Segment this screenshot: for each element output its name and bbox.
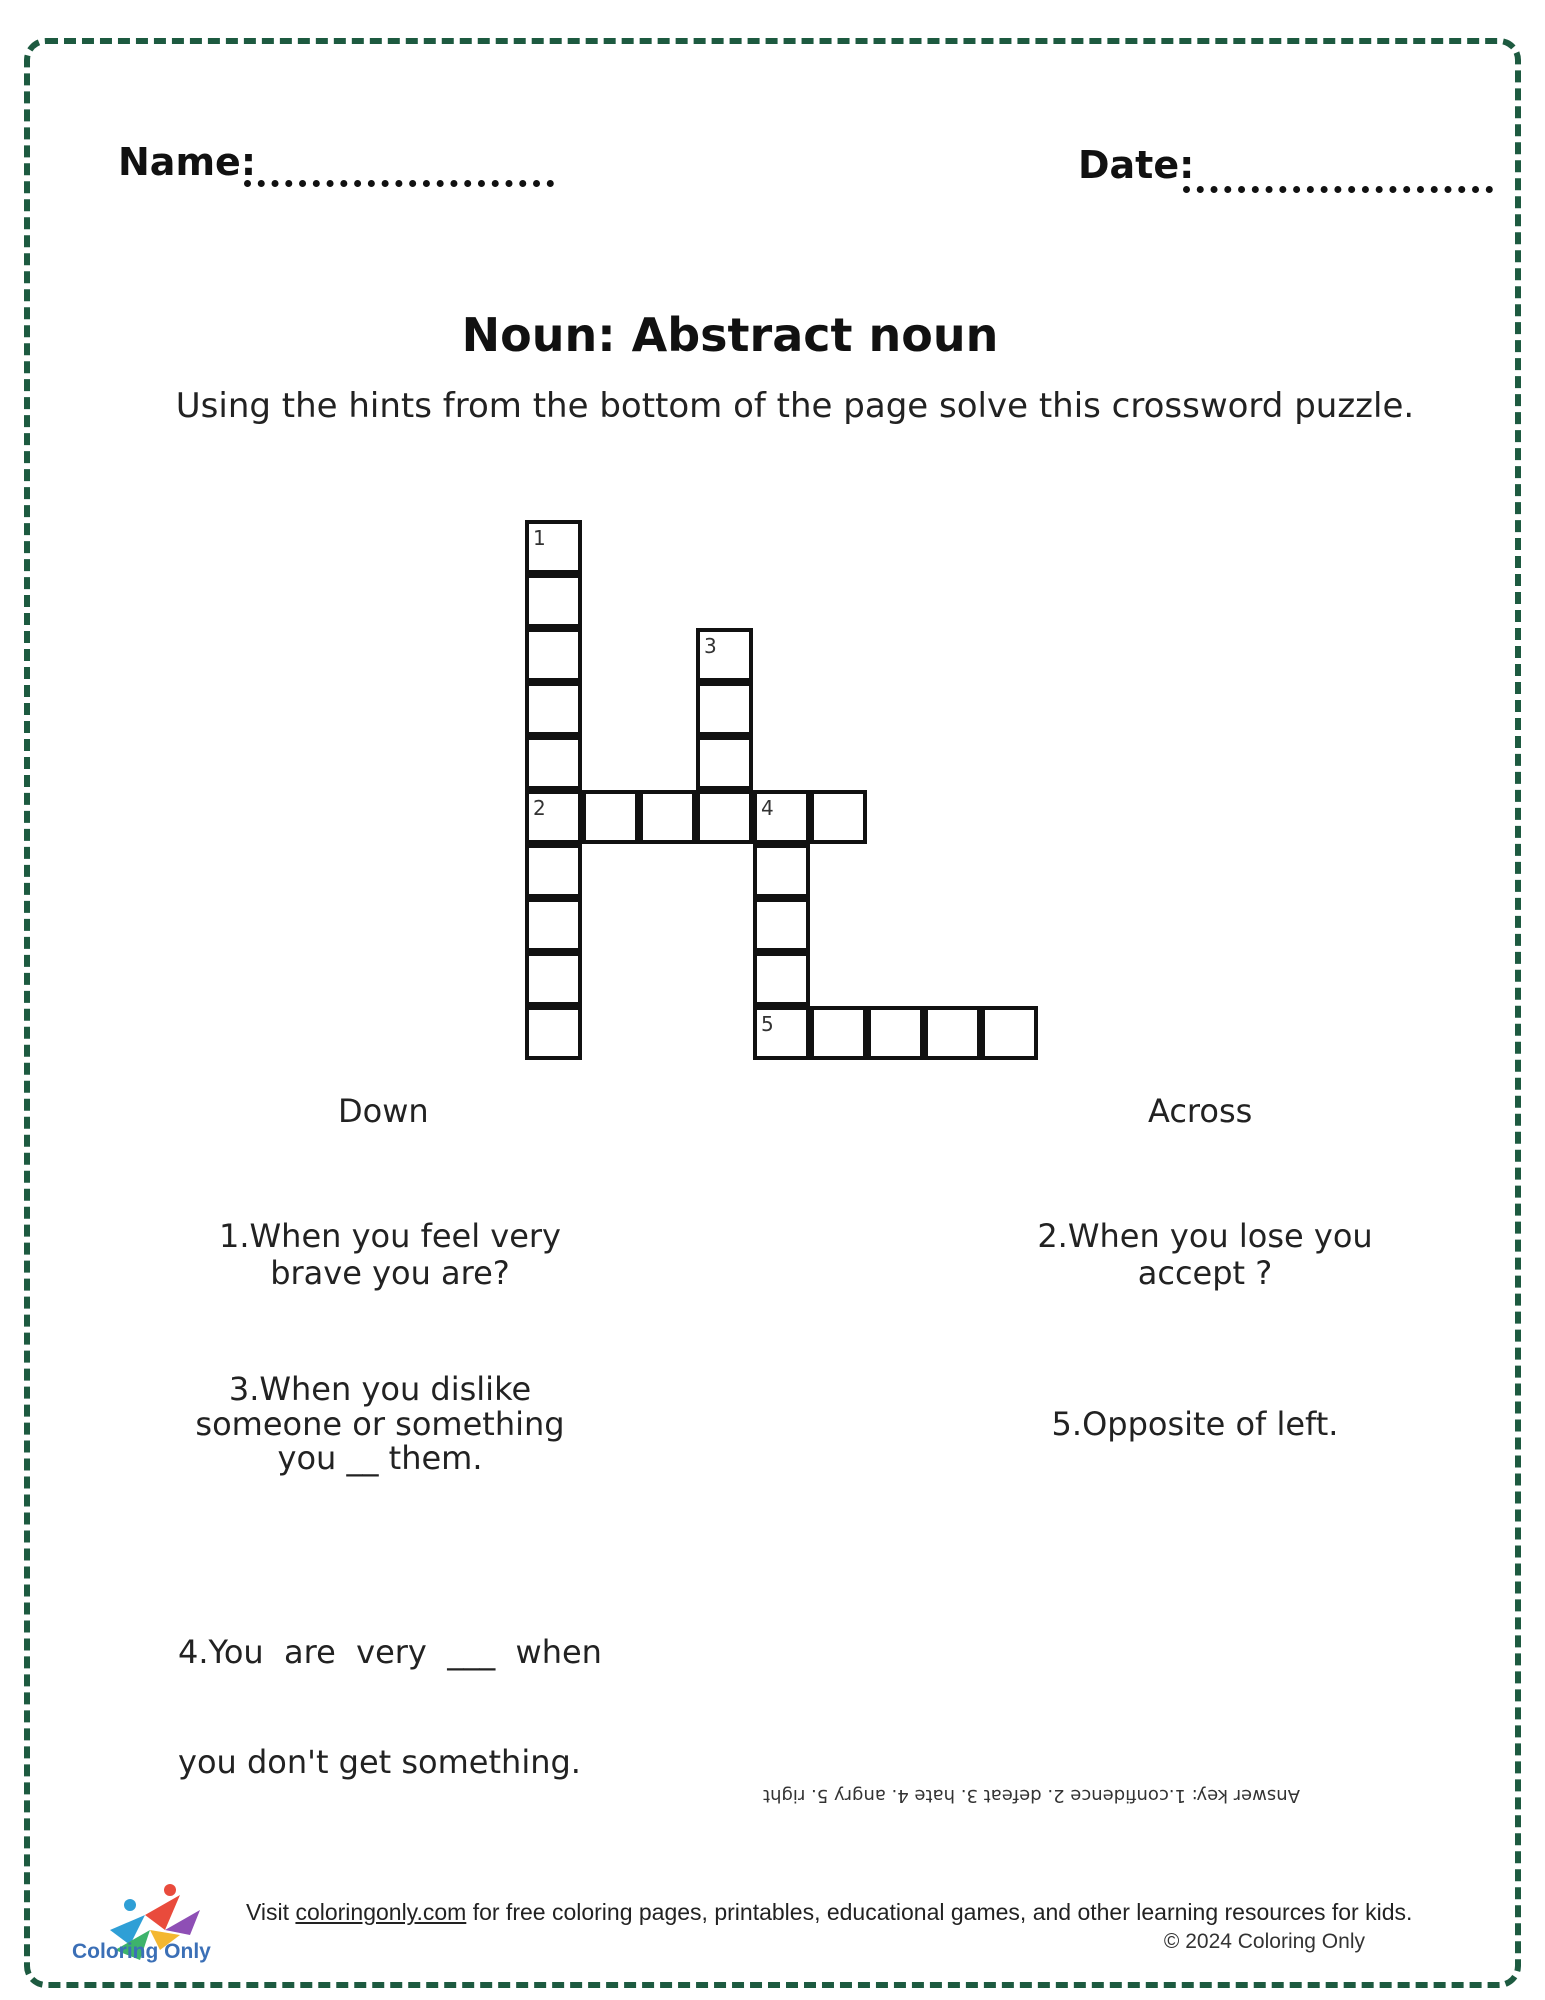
crossword-cell[interactable] xyxy=(753,844,810,898)
crossword-cell[interactable] xyxy=(753,898,810,952)
crossword-cell[interactable] xyxy=(810,1006,867,1060)
crossword-cell[interactable] xyxy=(639,790,696,844)
crossword-cell[interactable] xyxy=(810,790,867,844)
down-heading: Down xyxy=(338,1092,429,1130)
clue-number: 2 xyxy=(533,796,546,820)
down-clue-3 xyxy=(180,1372,580,1476)
crossword-cell[interactable] xyxy=(696,682,753,736)
footer-visit: Visit xyxy=(246,1899,296,1925)
across-heading: Across xyxy=(1148,1092,1253,1130)
crossword-cell[interactable] xyxy=(525,574,582,628)
crossword-cell[interactable] xyxy=(525,682,582,736)
clue-line: 5.Opposite of left. xyxy=(1051,1405,1339,1443)
instructions: Using the hints from the bottom of the page solve this crossword puzzle. xyxy=(175,386,1415,426)
crossword-cell[interactable] xyxy=(582,790,639,844)
crossword-cell[interactable] xyxy=(525,898,582,952)
crossword-cell[interactable] xyxy=(924,1006,981,1060)
crossword-cell[interactable] xyxy=(981,1006,1038,1060)
clue-line: 4.You are very ___ when xyxy=(178,1632,602,1671)
logo-dot-blue xyxy=(124,1899,136,1911)
clue-line: someone or something xyxy=(195,1404,565,1443)
clue-number: 1 xyxy=(533,526,546,550)
crossword-cell[interactable] xyxy=(525,736,582,790)
clue-line: 3.When you dislike xyxy=(228,1370,532,1408)
clue-line: 2.When you lose you xyxy=(1037,1217,1373,1255)
crossword-cell[interactable] xyxy=(753,1006,810,1060)
across-clue-2 xyxy=(1000,1218,1410,1292)
clue-number: 4 xyxy=(761,796,774,820)
down-clue-4 xyxy=(178,1560,618,1818)
clue-line: you __ them. xyxy=(277,1439,483,1478)
crossword-cell[interactable] xyxy=(696,736,753,790)
footer-link[interactable]: coloringonly.com xyxy=(295,1899,467,1925)
clue-line: accept ? xyxy=(1137,1253,1273,1292)
footer-text xyxy=(246,1897,1416,1928)
clue-number: 5 xyxy=(761,1012,774,1036)
clue-line: 1.When you feel very xyxy=(219,1217,561,1255)
footer-rest: for free coloring pages, printables, educational games, and other learning resources for kids. xyxy=(466,1899,1413,1925)
date-label: Date: xyxy=(1078,143,1195,187)
crossword-cell[interactable] xyxy=(525,952,582,1006)
date-blank-line[interactable] xyxy=(1183,186,1493,193)
down-clue-1 xyxy=(190,1218,590,1292)
clue-number: 3 xyxy=(704,634,717,658)
logo-text: Coloring Only xyxy=(72,1940,211,1963)
crossword-cell[interactable] xyxy=(753,790,810,844)
across-clue-5 xyxy=(1000,1406,1390,1443)
clue-line: brave you are? xyxy=(270,1253,510,1292)
crossword-cell[interactable] xyxy=(525,790,582,844)
crossword-cell[interactable] xyxy=(753,952,810,1006)
name-blank-line[interactable] xyxy=(244,180,554,187)
logo-dot-red xyxy=(164,1884,176,1896)
crossword-cell[interactable] xyxy=(525,520,582,574)
page-title: Noun: Abstract noun xyxy=(461,308,999,362)
crossword-cell[interactable] xyxy=(525,1006,582,1060)
crossword-cell[interactable] xyxy=(696,628,753,682)
crossword-cell[interactable] xyxy=(525,628,582,682)
crossword-cell[interactable] xyxy=(696,790,753,844)
crossword-cell[interactable] xyxy=(867,1006,924,1060)
copyright: © 2024 Coloring Only xyxy=(1163,1930,1365,1953)
crossword-cell[interactable] xyxy=(525,844,582,898)
answer-key: Answer key: 1.confidence 2. defeat 3. hate 4. angry 5. right xyxy=(763,1785,1300,1806)
clue-line: you don't get something. xyxy=(178,1742,581,1781)
name-label: Name: xyxy=(118,140,257,184)
